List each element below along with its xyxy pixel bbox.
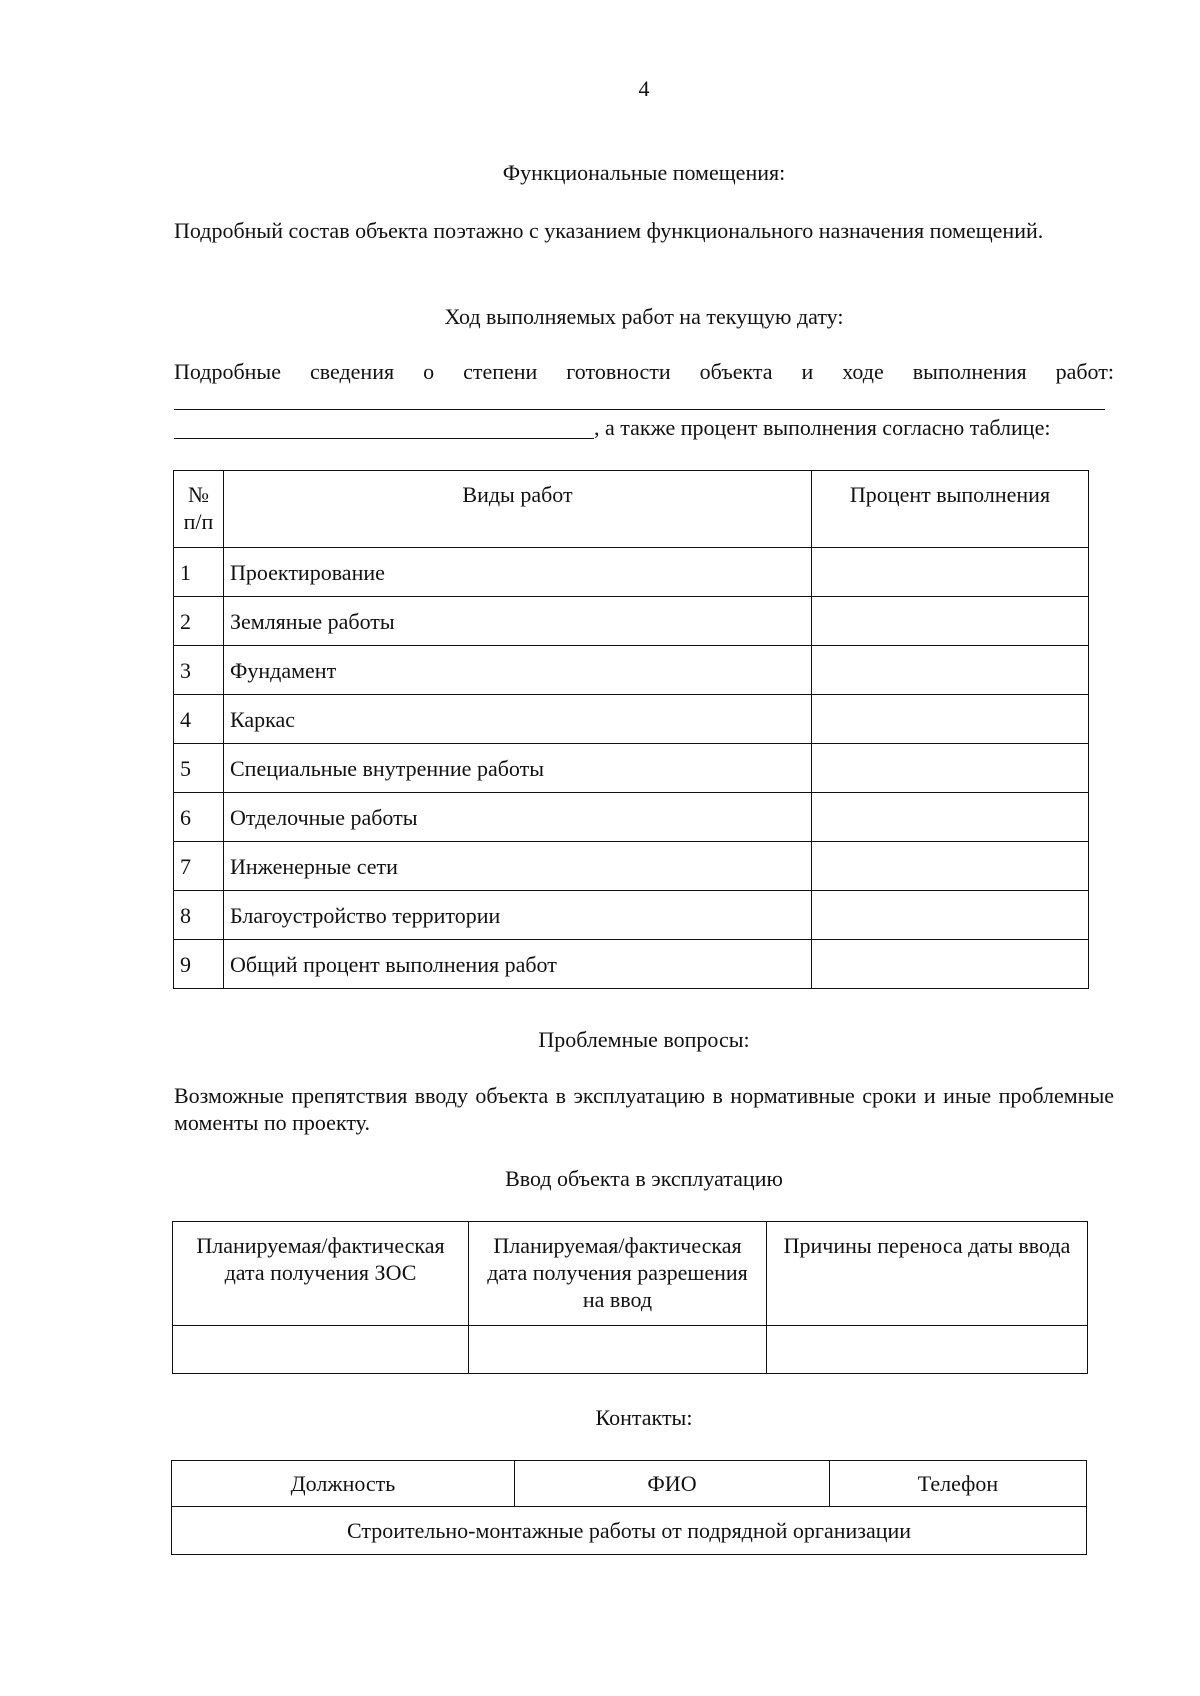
- column-header-work-type: Виды работ: [224, 471, 812, 548]
- column-header-postpone-reasons: Причины переноса даты ввода: [767, 1222, 1088, 1326]
- row-number: 2: [174, 597, 224, 646]
- table-row: [174, 793, 1089, 842]
- column-header-number: [174, 471, 224, 548]
- contacts-table: [171, 1460, 1087, 1555]
- work-type-cell: Благоустройство территории: [224, 891, 812, 940]
- work-progress-suffix: , а также процент выполнения согласно таблице:: [594, 415, 1051, 440]
- percent-cell[interactable]: [812, 793, 1089, 842]
- table-row: [173, 1326, 1088, 1374]
- percent-cell[interactable]: [812, 891, 1089, 940]
- commissioning-table: [172, 1221, 1088, 1374]
- progress-table: [173, 470, 1089, 989]
- table-row: [174, 695, 1089, 744]
- percent-cell[interactable]: [812, 744, 1089, 793]
- row-number: 9: [174, 940, 224, 989]
- column-header-full-name: ФИО: [515, 1461, 830, 1507]
- row-number: 8: [174, 891, 224, 940]
- contacts-section-row: Строительно-монтажные работы от подрядной организации: [172, 1507, 1087, 1555]
- column-header-position: Должность: [172, 1461, 515, 1507]
- blank-fill-line-short: [174, 438, 594, 439]
- percent-cell[interactable]: [812, 646, 1089, 695]
- contacts-header-row: [172, 1461, 1087, 1507]
- row-number: 7: [174, 842, 224, 891]
- problems-heading: Проблемные вопросы:: [538, 1027, 750, 1052]
- work-type-cell: Фундамент: [224, 646, 812, 695]
- percent-cell[interactable]: [812, 940, 1089, 989]
- commissioning-heading: Ввод объекта в эксплуатацию: [505, 1166, 783, 1191]
- table-row: [172, 1507, 1087, 1555]
- table-row: [174, 842, 1089, 891]
- row-number: 3: [174, 646, 224, 695]
- work-type-cell: Специальные внутренние работы: [224, 744, 812, 793]
- zos-date-cell[interactable]: [173, 1326, 469, 1374]
- work-type-cell: Общий процент выполнения работ: [224, 940, 812, 989]
- contacts-heading: Контакты:: [595, 1405, 693, 1430]
- row-number: 6: [174, 793, 224, 842]
- table-row: [174, 940, 1089, 989]
- column-header-permit-date: Планируемая/фактическая дата получения разрешения на ввод: [469, 1222, 767, 1326]
- column-header-zos-date: Планируемая/фактическая дата получения ЗОС: [173, 1222, 469, 1326]
- column-header-percent: Процент выполнения: [812, 471, 1089, 548]
- table-row: [174, 548, 1089, 597]
- permit-date-cell[interactable]: [469, 1326, 767, 1374]
- table-row: [174, 646, 1089, 695]
- table-row: [174, 891, 1089, 940]
- functional-rooms-text: Подробный состав объекта поэтажно с указанием функционального назначения помещений.: [174, 218, 1044, 243]
- percent-cell[interactable]: [812, 548, 1089, 597]
- progress-table-header-row: [174, 471, 1089, 548]
- column-header-phone: Телефон: [830, 1461, 1087, 1507]
- row-number: 4: [174, 695, 224, 744]
- problems-text: Возможные препятствия вводу объекта в эксплуатацию в нормативные сроки и иные проблемные моменты по проекту.: [174, 1083, 1114, 1135]
- blank-fill-line: [174, 409, 1105, 410]
- page-number: 4: [638, 76, 650, 101]
- work-type-cell: Отделочные работы: [224, 793, 812, 842]
- work-progress-text: Подробные сведения о степени готовности объекта и ходе выполнения работ:: [174, 359, 1114, 384]
- table-row: [174, 597, 1089, 646]
- work-type-cell: Инженерные сети: [224, 842, 812, 891]
- work-type-cell: Каркас: [224, 695, 812, 744]
- postpone-reasons-cell[interactable]: [767, 1326, 1088, 1374]
- table-row: [174, 744, 1089, 793]
- functional-rooms-heading: Функциональные помещения:: [502, 160, 786, 185]
- work-type-cell: Земляные работы: [224, 597, 812, 646]
- percent-cell[interactable]: [812, 597, 1089, 646]
- percent-cell[interactable]: [812, 842, 1089, 891]
- column-header-number-label: № п/п: [183, 482, 214, 534]
- commissioning-header-row: [173, 1222, 1088, 1326]
- row-number: 1: [174, 548, 224, 597]
- work-progress-heading: Ход выполняемых работ на текущую дату:: [444, 304, 844, 329]
- row-number: 5: [174, 744, 224, 793]
- work-type-cell: Проектирование: [224, 548, 812, 597]
- percent-cell[interactable]: [812, 695, 1089, 744]
